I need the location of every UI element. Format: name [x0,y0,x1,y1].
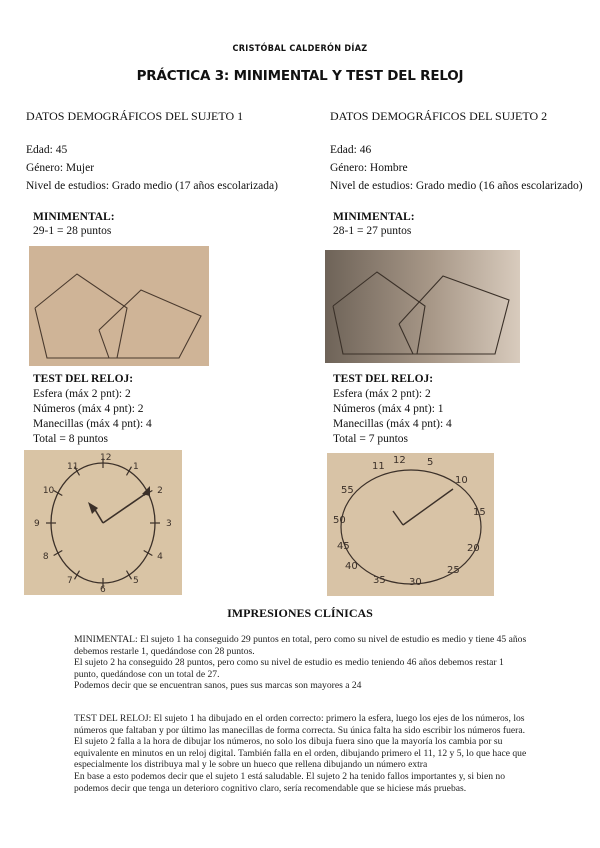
subject2-header: DATOS DEMOGRÁFICOS DEL SUJETO 2 [330,109,548,123]
subject2-age: Edad: 46 [330,144,372,156]
clock-number: 55 [341,485,354,496]
subject2-minimental-score: 28-1 = 27 puntos [333,225,412,237]
subject1-pentagons-photo [29,246,209,366]
paragraph: MINIMENTAL: El sujeto 1 ha conseguido 29 puntos en total, pero como su nivel de estudio es medio y tiene 45 años debemos restarle 1, quedándose con 28 puntos. [74,634,527,657]
subject1-clock-title: TEST DEL RELOJ: [33,373,134,385]
subject1-minimental-score: 29-1 = 28 puntos [33,225,112,237]
subject1-education: Nivel de estudios: Grado medio (17 años escolarizada) [26,180,278,192]
clock-number: 11 [67,461,79,472]
clock-number: 8 [42,552,49,562]
clock-number: 10 [455,475,468,486]
clock-number: 25 [447,565,460,576]
paragraph: En base a esto podemos decir que el sujeto 1 está saludable. El sujeto 2 ha tenido fallos importantes y, si bien no podemos decir que tenga un deterioro cognitivo claro, sería recomendable que se hiciese más pruebas. [74,770,505,794]
subject2-clock-title: TEST DEL RELOJ: [333,373,434,385]
clock-number: 10 [42,486,55,496]
paragraph: TEST DEL RELOJ: El sujeto 1 ha dibujado en el orden correcto: primero la esfera, luego los ejes de los números, los números que faltaban y por último las manecillas de forma correcta. Su única falta ha sido escribir los números fuera. [74,713,526,736]
clock-number: 11 [372,461,385,472]
clock-number: 40 [345,561,358,572]
impressions-title: IMPRESIONES CLÍNICAS [227,606,373,620]
subject1-clock-line: Esfera (máx 2 pnt): 2 [33,388,131,400]
impressions-clock [74,713,528,794]
clock-number: 35 [373,575,386,586]
subject1-clock-photo [24,450,182,595]
clock-number: 12 [100,453,112,463]
clock-number: 5 [427,457,434,468]
clock-number: 5 [133,576,139,587]
subject2-clock-line: Manecillas (máx 4 pnt): 4 [333,418,452,430]
impressions-minimental [74,634,528,692]
clock-number: 2 [157,486,163,496]
paragraph: Podemos decir que se encuentran sanos, pues sus marcas son mayores a 24 [74,680,362,692]
clock-number: 30 [409,577,422,588]
page-title: PRÁCTICA 3: MINIMENTAL Y TEST DEL RELOJ [136,68,464,84]
clock-number: 4 [157,552,163,562]
clock-number: 3 [166,519,172,529]
clock-number: 20 [467,543,480,554]
subject1-gender: Género: Mujer [26,162,95,174]
subject2-pentagons-photo [325,250,520,363]
clock-number: 45 [337,541,350,552]
subject2-clock-photo [327,453,494,596]
clock-number: 1 [133,461,139,472]
subject2-clock-line: Números (máx 4 pnt): 1 [333,403,444,415]
clock-number: 12 [393,455,406,466]
subject2-clock-line: Esfera (máx 2 pnt): 2 [333,388,431,400]
subject2-clock-total: Total = 7 puntos [333,433,408,445]
subject1-clock-line: Números (máx 4 pnt): 2 [33,403,144,415]
subject1-age: Edad: 45 [26,144,68,156]
clock-number: 9 [34,519,40,529]
clock-number: 50 [333,515,346,526]
subject1-header: DATOS DEMOGRÁFICOS DEL SUJETO 1 [26,109,244,123]
subject2-minimental-title: MINIMENTAL: [333,211,415,223]
clock-number: 15 [473,507,486,518]
subject2-education: Nivel de estudios: Grado medio (16 años escolarizado) [330,180,583,192]
subject2-gender: Género: Hombre [330,162,408,174]
subject1-minimental-title: MINIMENTAL: [33,211,115,223]
paragraph: El sujeto 2 ha conseguido 28 puntos, pero como su nivel de estudio es medio teniendo 46 años debemos restar 1 punto, quedándose con un total de 27. [74,657,504,680]
subject1-clock-total: Total = 8 puntos [33,433,108,445]
subject1-clock-line: Manecillas (máx 4 pnt): 4 [33,418,152,430]
paragraph: El sujeto 2 falla a la hora de dibujar los números, no solo los dibuja fuera sino que la mayoría los cambia por su equivalente en minutos en un reloj digital. También falla en el orden, dibujando primero el 11, 12 y 5, lo que hace que especialmente los distribuya mal y le sobre un hueco que rellena dibujando un número extra [74,736,527,771]
author-name: CRISTÓBAL CALDERÓN DÍAZ [232,44,368,54]
clock-number: 6 [100,585,106,595]
clock-number: 7 [67,576,73,587]
